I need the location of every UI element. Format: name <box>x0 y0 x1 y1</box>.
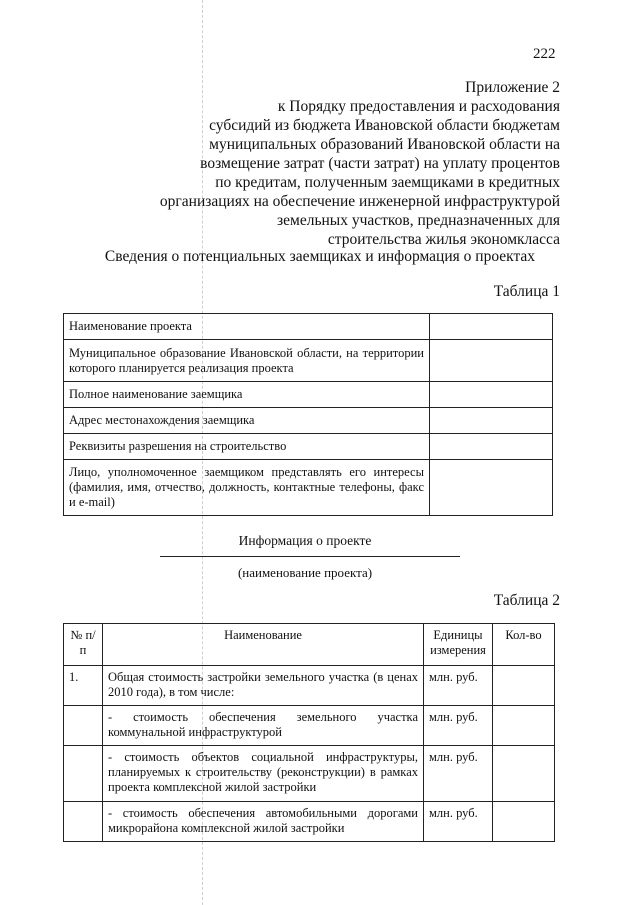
appendix-line: строительства жилья экономкласса <box>327 231 560 248</box>
cell-num <box>64 746 103 802</box>
header-unit: Единицы измерения <box>424 624 493 666</box>
header-num: № п/п <box>64 624 103 666</box>
table-cell-label: Реквизиты разрешения на строительство <box>64 434 430 460</box>
appendix-line: организациях на обеспечение инженерной инфраструктурой <box>159 193 560 210</box>
project-name-blank-line <box>160 556 460 557</box>
cell-qty <box>493 802 555 842</box>
cell-unit: млн. руб. <box>424 666 493 706</box>
table-row <box>64 382 553 408</box>
cell-num: 1. <box>64 666 103 706</box>
table-cell-value <box>430 408 553 434</box>
table-row <box>64 460 553 516</box>
borrower-info-table <box>63 313 553 516</box>
table-row <box>64 706 555 746</box>
appendix-block <box>130 78 560 249</box>
appendix-line: к Порядку предоставления и расходования <box>277 98 560 115</box>
cell-qty <box>493 746 555 802</box>
cell-unit: млн. руб. <box>424 706 493 746</box>
appendix-line: субсидий из бюджета Ивановской области бюджетам <box>209 117 560 134</box>
table-row <box>64 408 553 434</box>
appendix-line: возмещение затрат (части затрат) на уплату процентов <box>200 155 560 172</box>
header-name: Наименование <box>103 624 424 666</box>
project-info-table <box>63 623 555 842</box>
table-row <box>64 802 555 842</box>
table-cell-value <box>430 434 553 460</box>
cell-name: - стоимость обеспечения автомобильными дорогами микрорайона комплексной жилой застройки <box>103 802 424 842</box>
table-row <box>64 314 553 340</box>
table-cell-value <box>430 340 553 382</box>
table-row <box>64 340 553 382</box>
cell-unit: млн. руб. <box>424 802 493 842</box>
table2-label: Таблица 2 <box>493 592 560 609</box>
table-cell-label: Адрес местонахождения заемщика <box>64 408 430 434</box>
project-info-title: Информация о проекте <box>238 533 372 548</box>
table1-label: Таблица 1 <box>493 283 560 300</box>
appendix-line: по кредитам, полученным заемщиками в кредитных <box>215 174 560 191</box>
table-cell-label: Муниципальное образование Ивановской области, на территории которого планируется реализация проекта <box>64 340 430 382</box>
page-number: 222 <box>533 46 556 62</box>
cell-num <box>64 706 103 746</box>
table-row <box>64 746 555 802</box>
cell-name: Общая стоимость застройки земельного участка (в ценах 2010 года), в том числе: <box>103 666 424 706</box>
appendix-title: Приложение 2 <box>465 79 560 96</box>
header-qty: Кол-во <box>493 624 555 666</box>
table-row <box>64 666 555 706</box>
table-cell-label: Полное наименование заемщика <box>64 382 430 408</box>
cell-name: - стоимость объектов социальной инфраструктуры, планируемых к строительству (реконструкции) в рамках проекта комплексной жилой застройки <box>103 746 424 802</box>
table-cell-value <box>430 314 553 340</box>
appendix-line: земельных участков, предназначенных для <box>277 212 560 229</box>
cell-unit: млн. руб. <box>424 746 493 802</box>
table-cell-value <box>430 460 553 516</box>
table-header-row <box>64 624 555 666</box>
table-row <box>64 434 553 460</box>
table-cell-value <box>430 382 553 408</box>
cell-num <box>64 802 103 842</box>
cell-qty <box>493 706 555 746</box>
table-cell-label: Лицо, уполномоченное заемщиком представлять его интересы (фамилия, имя, отчество, должность, контактные телефоны, факс и e-mail) <box>64 460 430 516</box>
cell-name: - стоимость обеспечения земельного участка коммунальной инфраструктурой <box>103 706 424 746</box>
section-heading: Сведения о потенциальных заемщиках и информация о проектах <box>104 248 536 265</box>
appendix-line: муниципальных образований Ивановской области на <box>209 136 560 153</box>
cell-qty <box>493 666 555 706</box>
table-cell-label: Наименование проекта <box>64 314 430 340</box>
project-name-caption: (наименование проекта) <box>237 565 373 580</box>
